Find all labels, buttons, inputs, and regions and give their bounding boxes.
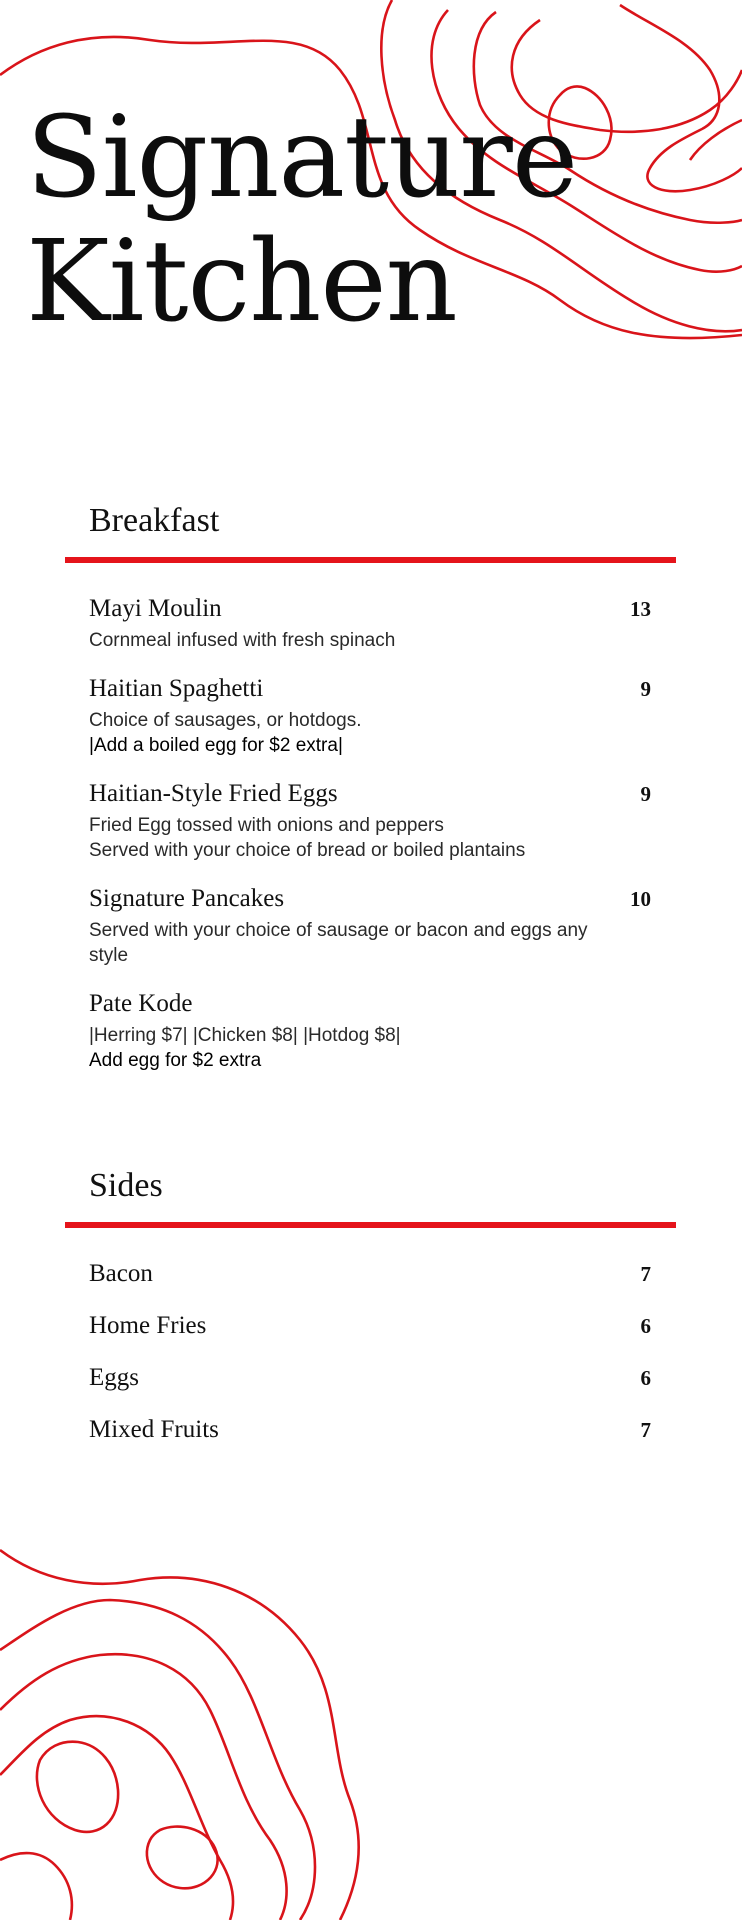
menu-item-description	[89, 918, 629, 968]
section-divider	[65, 1222, 676, 1228]
topographic-decoration-bottom	[0, 1530, 400, 1920]
menu-item	[89, 1312, 651, 1340]
menu-item-name: Signature Pancakes	[89, 885, 285, 912]
section-divider	[65, 557, 676, 563]
breakfast-section	[65, 495, 676, 1095]
menu-item	[89, 675, 651, 758]
description-line: Fried Egg tossed with onions and peppers	[89, 815, 444, 836]
description-line: |Add a boiled egg for $2 extra|	[89, 735, 343, 756]
menu-item-name: Mayi Moulin	[89, 595, 222, 622]
page-title	[26, 93, 578, 347]
sides-section	[65, 1160, 676, 1468]
menu-item	[89, 885, 651, 968]
description-line: Served with your choice of bread or boiled plantains	[89, 840, 526, 861]
description-line: Served with your choice of sausage or bacon and eggs any style	[89, 920, 588, 966]
menu-item-price: 7	[640, 1418, 651, 1442]
description-line: |Herring $7| |Chicken $8| |Hotdog $8|	[89, 1025, 401, 1046]
menu-item	[89, 1364, 651, 1392]
menu-item-price: 10	[630, 887, 651, 911]
menu-item-price: 7	[640, 1262, 651, 1286]
menu-item	[89, 1260, 651, 1288]
menu-item-name: Haitian Spaghetti	[89, 675, 264, 702]
menu-item-name: Eggs	[89, 1364, 139, 1391]
section-heading-breakfast: Breakfast	[89, 502, 220, 539]
menu-item-price: 9	[640, 782, 651, 806]
description-line: Choice of sausages, or hotdogs.	[89, 710, 362, 731]
menu-item-name: Pate Kode	[89, 990, 193, 1017]
menu-item-description	[89, 813, 629, 863]
menu-item	[89, 780, 651, 863]
menu-item-price: 9	[640, 677, 651, 701]
menu-item-name: Mixed Fruits	[89, 1416, 219, 1443]
menu-item-name: Bacon	[89, 1260, 153, 1287]
title-line-2: Kitchen	[26, 217, 457, 347]
menu-item-price: 6	[640, 1366, 651, 1390]
menu-item-price: 13	[630, 597, 651, 621]
menu-item-description	[89, 708, 629, 758]
menu-item-description	[89, 1023, 629, 1073]
menu-item-name: Haitian-Style Fried Eggs	[89, 780, 338, 807]
section-heading-sides: Sides	[89, 1167, 163, 1204]
menu-item	[89, 1416, 651, 1444]
menu-item	[89, 595, 651, 653]
menu-item-name: Home Fries	[89, 1312, 207, 1339]
menu-item-price: 6	[640, 1314, 651, 1338]
menu-item	[89, 990, 651, 1073]
description-line: Add egg for $2 extra	[89, 1050, 262, 1071]
title-line-1: Signature	[26, 93, 578, 223]
menu-item-description	[89, 628, 629, 653]
description-line: Cornmeal infused with fresh spinach	[89, 630, 396, 651]
